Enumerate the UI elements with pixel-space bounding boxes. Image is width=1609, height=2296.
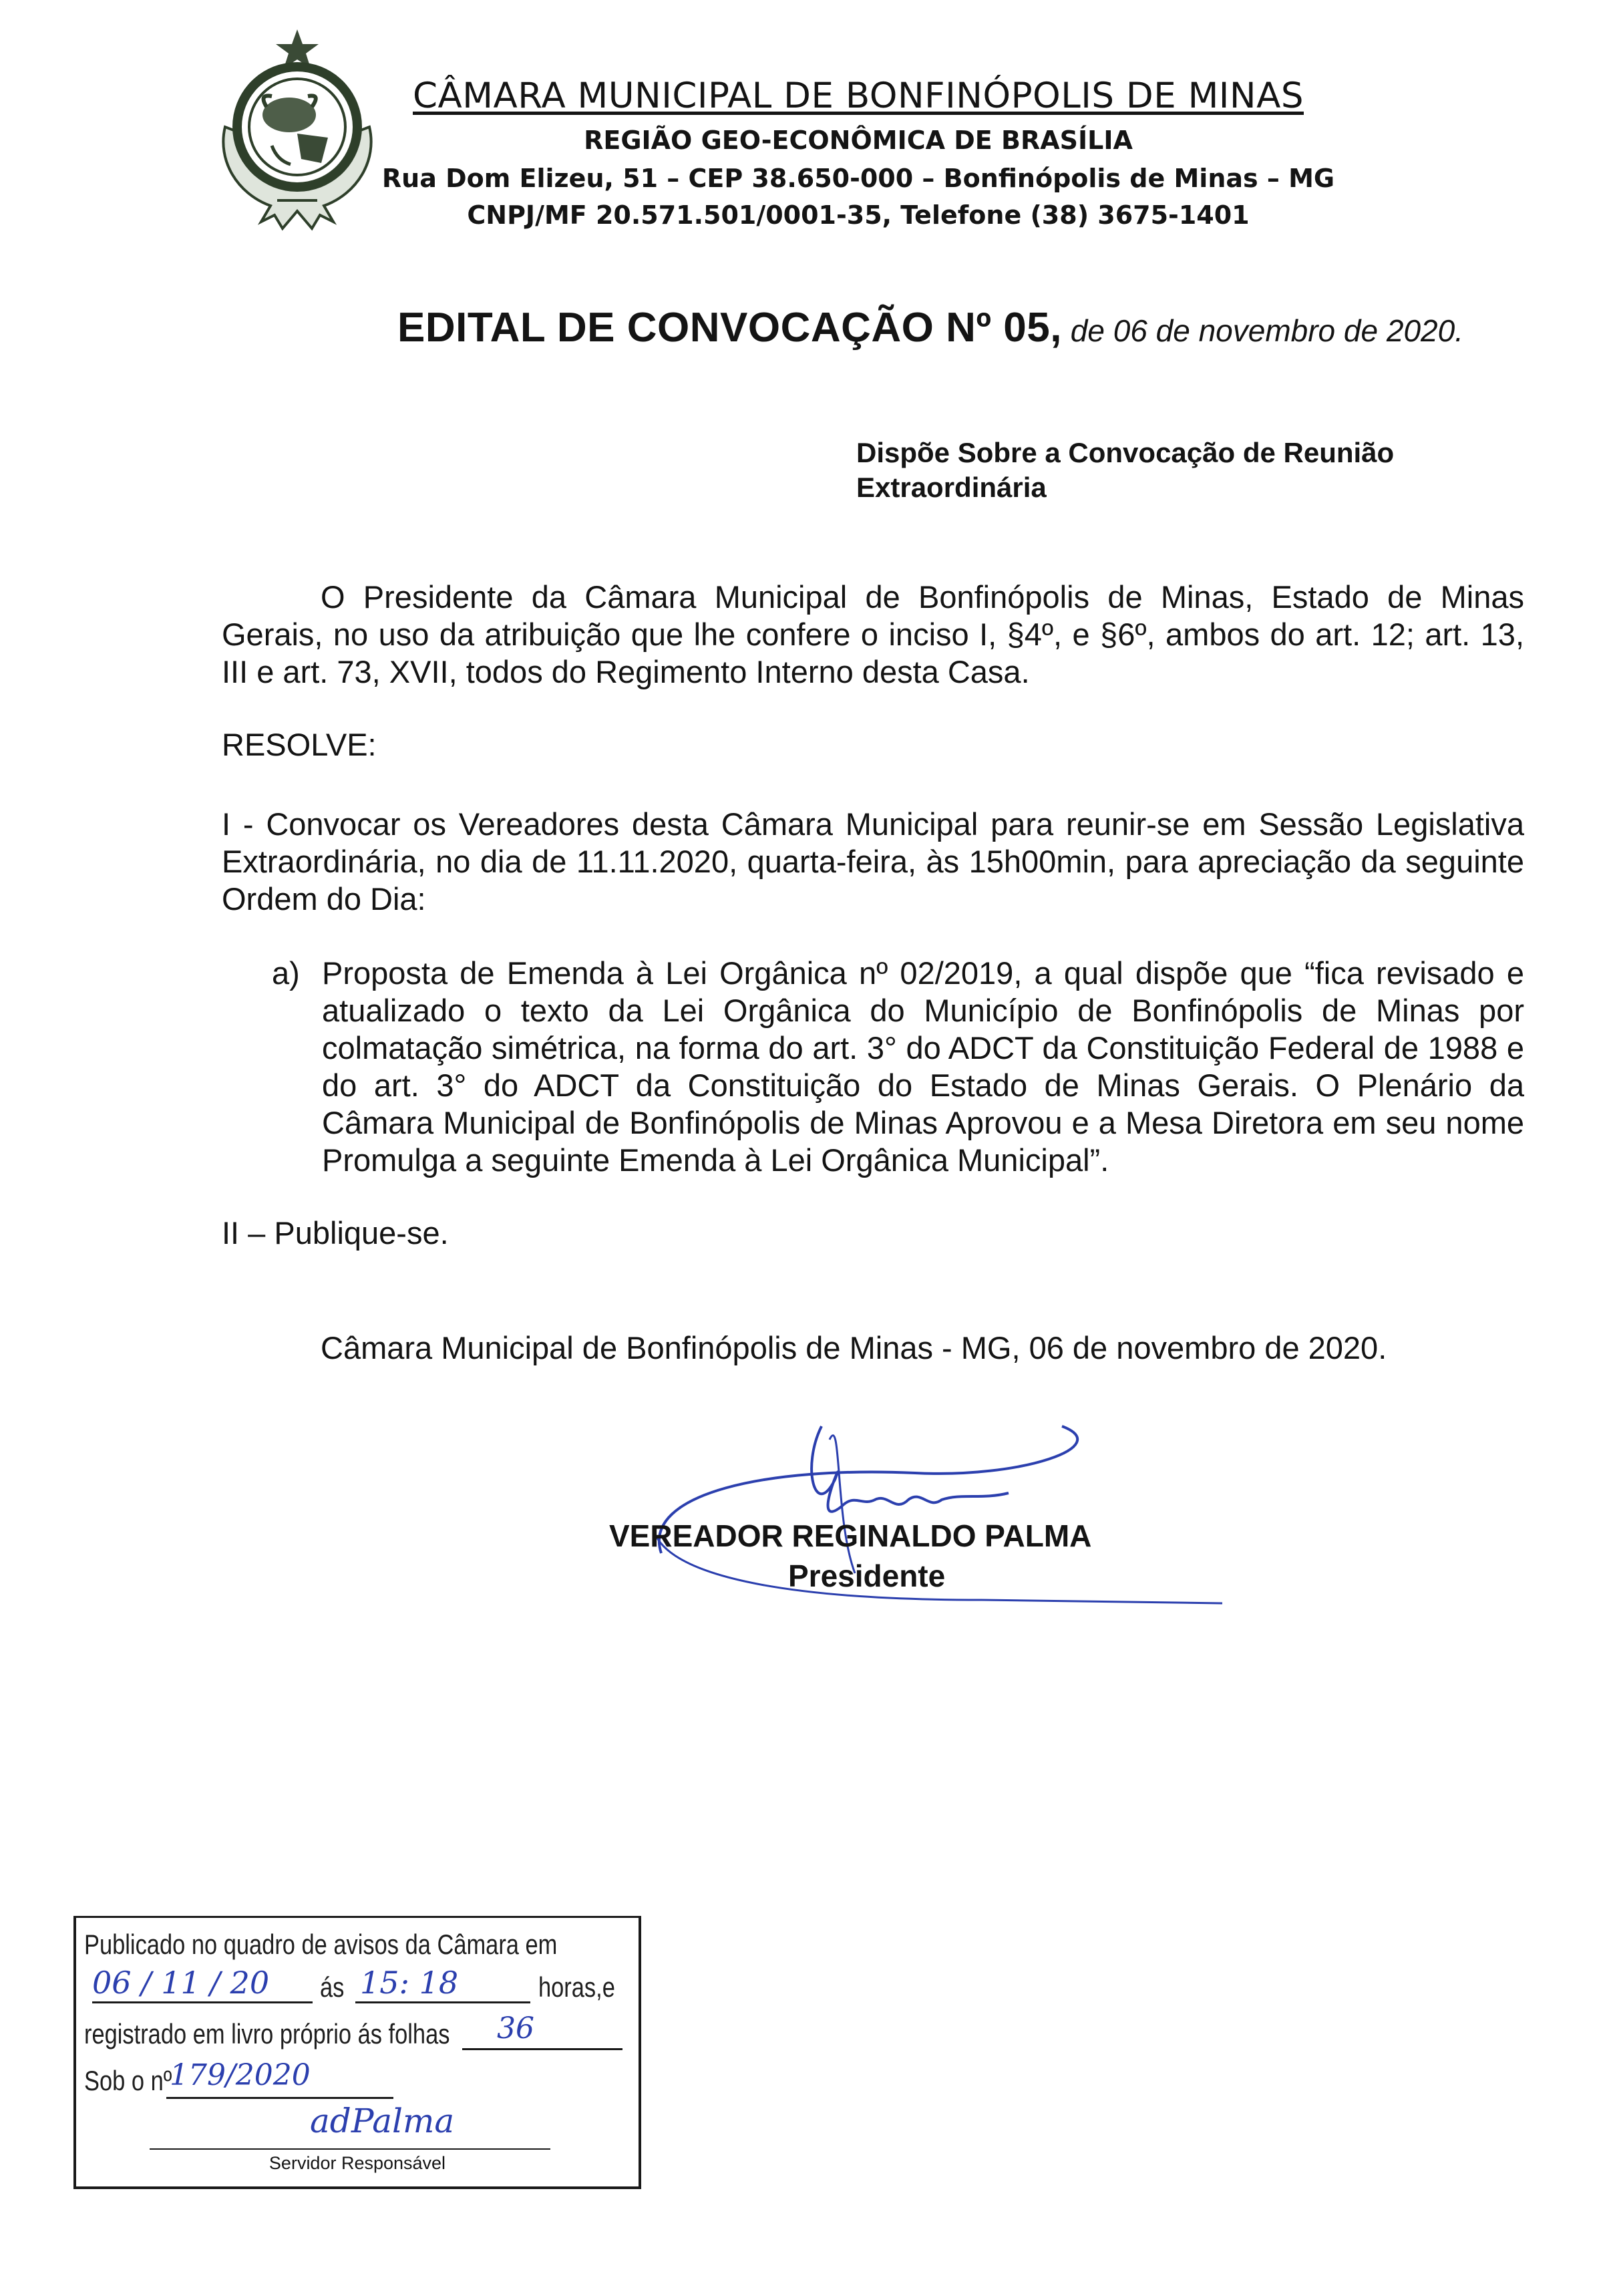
- stamp-line-3: registrado em livro próprio ás folhas: [84, 2018, 450, 2049]
- stamp-folhas-handwritten: 36: [497, 2011, 534, 2045]
- document-title: EDITAL DE CONVOCAÇÃO Nº 05,: [397, 305, 1062, 351]
- stamp-signature-line: [150, 2148, 550, 2150]
- stamp-time-suffix: horas,e: [538, 1971, 615, 2003]
- seal-logo: [197, 27, 397, 234]
- stamp-time-prefix: ás: [320, 1971, 345, 2003]
- signatory-role: Presidente: [788, 1559, 946, 1593]
- document-date: de 06 de novembro de 2020.: [1061, 313, 1463, 348]
- intro-paragraph: O Presidente da Câmara Municipal de Bonfinópolis de Minas, Estado de Minas Gerais, no uso da atribuição que lhe confere o inciso I, §4º, e §6º, ambos do art. 12; art. 13, III e art. 73, XVII, todos do Regimento Interno desta Casa.: [222, 579, 1524, 689]
- stamp-date-underline: [92, 2001, 313, 2003]
- stamp-folhas-underline: [462, 2048, 622, 2050]
- resolve-heading: RESOLVE:: [222, 727, 377, 762]
- item-a-marker: a): [272, 955, 300, 991]
- org-name: CÂMARA MUNICIPAL DE BONFINÓPOLIS DE MINAS: [413, 75, 1304, 116]
- item-2-paragraph: II – Publique-se.: [222, 1215, 449, 1251]
- item-a-paragraph: Proposta de Emenda à Lei Orgânica nº 02/2019, a qual dispõe que “fica revisado e atualizado o texto da Lei Orgânica do Município de Bonfinópolis de Minas por colmatação simétrica, na forma do art. 3° do ADCT da Constituição Federal de 1988 e do art. 3° do ADCT da Constituição do Estado de Minas Gerais. O Plenário da Câmara Municipal de Bonfinópolis de Minas Aprovou e a Mesa Diretora em seu nome Promulga a seguinte Emenda à Lei Orgânica Municipal”.: [322, 955, 1524, 1178]
- stamp-number-underline: [166, 2097, 393, 2099]
- document-title-line: [397, 304, 1533, 351]
- closing-place-date: Câmara Municipal de Bonfinópolis de Minas - MG, 06 de novembro de 2020.: [321, 1330, 1387, 1365]
- stamp-line-4: Sob o nº: [84, 2065, 172, 2096]
- stamp-line-1: Publicado no quadro de avisos da Câmara em: [84, 1929, 558, 1960]
- stamp-servant-signature: adPalma: [310, 2102, 455, 2140]
- org-region: REGIÃO GEO-ECONÔMICA DE BRASÍLIA: [584, 126, 1133, 155]
- stamp-footer: Servidor Responsável: [269, 2153, 446, 2173]
- stamp-time-underline: [355, 2001, 530, 2003]
- stamp-time-handwritten: 15: 18: [360, 1965, 459, 2001]
- org-address: Rua Dom Elizeu, 51 – CEP 38.650-000 – Bonfinópolis de Minas – MG: [381, 164, 1335, 193]
- publication-stamp: [73, 1916, 641, 2189]
- org-cnpj-phone: CNPJ/MF 20.571.501/0001-35, Telefone (38) 3675-1401: [467, 200, 1250, 230]
- item-1-paragraph: I - Convocar os Vereadores desta Câmara Municipal para reunir-se em Sessão Legislativa Extraordinária, no dia de 11.11.2020, quarta-feira, às 15h00min, para apreciação da seguinte Ordem do Dia:: [222, 806, 1524, 917]
- signatory-name: VEREADOR REGINALDO PALMA: [609, 1518, 1092, 1553]
- stamp-date-handwritten: 06 / 11 / 20: [92, 1965, 270, 2001]
- stamp-number-handwritten: 179/2020: [170, 2058, 311, 2092]
- document-subject: Dispõe Sobre a Convocação de Reunião Extraordinária: [856, 437, 1395, 503]
